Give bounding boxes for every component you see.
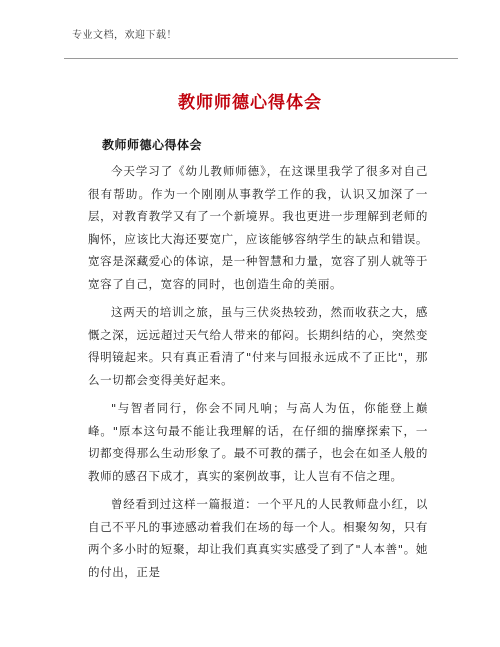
document-title: 教师师德心得体会 [178, 93, 322, 113]
header-note: 专业文档，欢迎下载！ [72, 30, 177, 41]
paragraph: "与智者同行，你会不同凡响；与高人为伍，你能登上巅峰。"原本这句最不能让我理解的话，在仔细的揣摩探索下，一切都变得那么生动形象了。最不可教的孺子，也会在如圣人般的教师的感召下成才，真实的案例故事，让人岂有不信之理。 [88, 401, 428, 483]
paragraph: 今天学习了《幼儿教师师德》，在这课里我学了很多对自己很有帮助。作为一个刚刚从事教学工作的我，认识又加深了一层，对教育教学又有了一个新境界。我也更进一步理解到老师的胸怀，应该比大海还要宽广，应该能够容纳学生的缺点和错误。宽容是深藏爱心的体谅，是一种智慧和力量，宽容了别人就等于宽容了自己，宽容的同时，也创造生命的美丽。 [88, 164, 428, 291]
section-heading: 教师师德心得体会 [102, 138, 203, 152]
paragraph: 曾经看到过这样一篇报道：一个平凡的人民教师盘小红，以自己不平凡的事迹感动着我们在场的每一个人。相聚匆匆，只有两个多小时的短聚，却让我们真真实实感受了到了"人本善"。她的付出，正是 [88, 497, 428, 579]
paragraph: 这两天的培训之旅，虽与三伏炎热较劲，然而收获之大，感慨之深，远远超过天气给人带来的郁闷。长期纠结的心，突然变得明镜起来。只有真正看清了"付来与回报永远成不了正比"，那么一切都会变得美好起来。 [88, 305, 428, 387]
header-divider [64, 58, 458, 59]
document-body [88, 160, 428, 589]
